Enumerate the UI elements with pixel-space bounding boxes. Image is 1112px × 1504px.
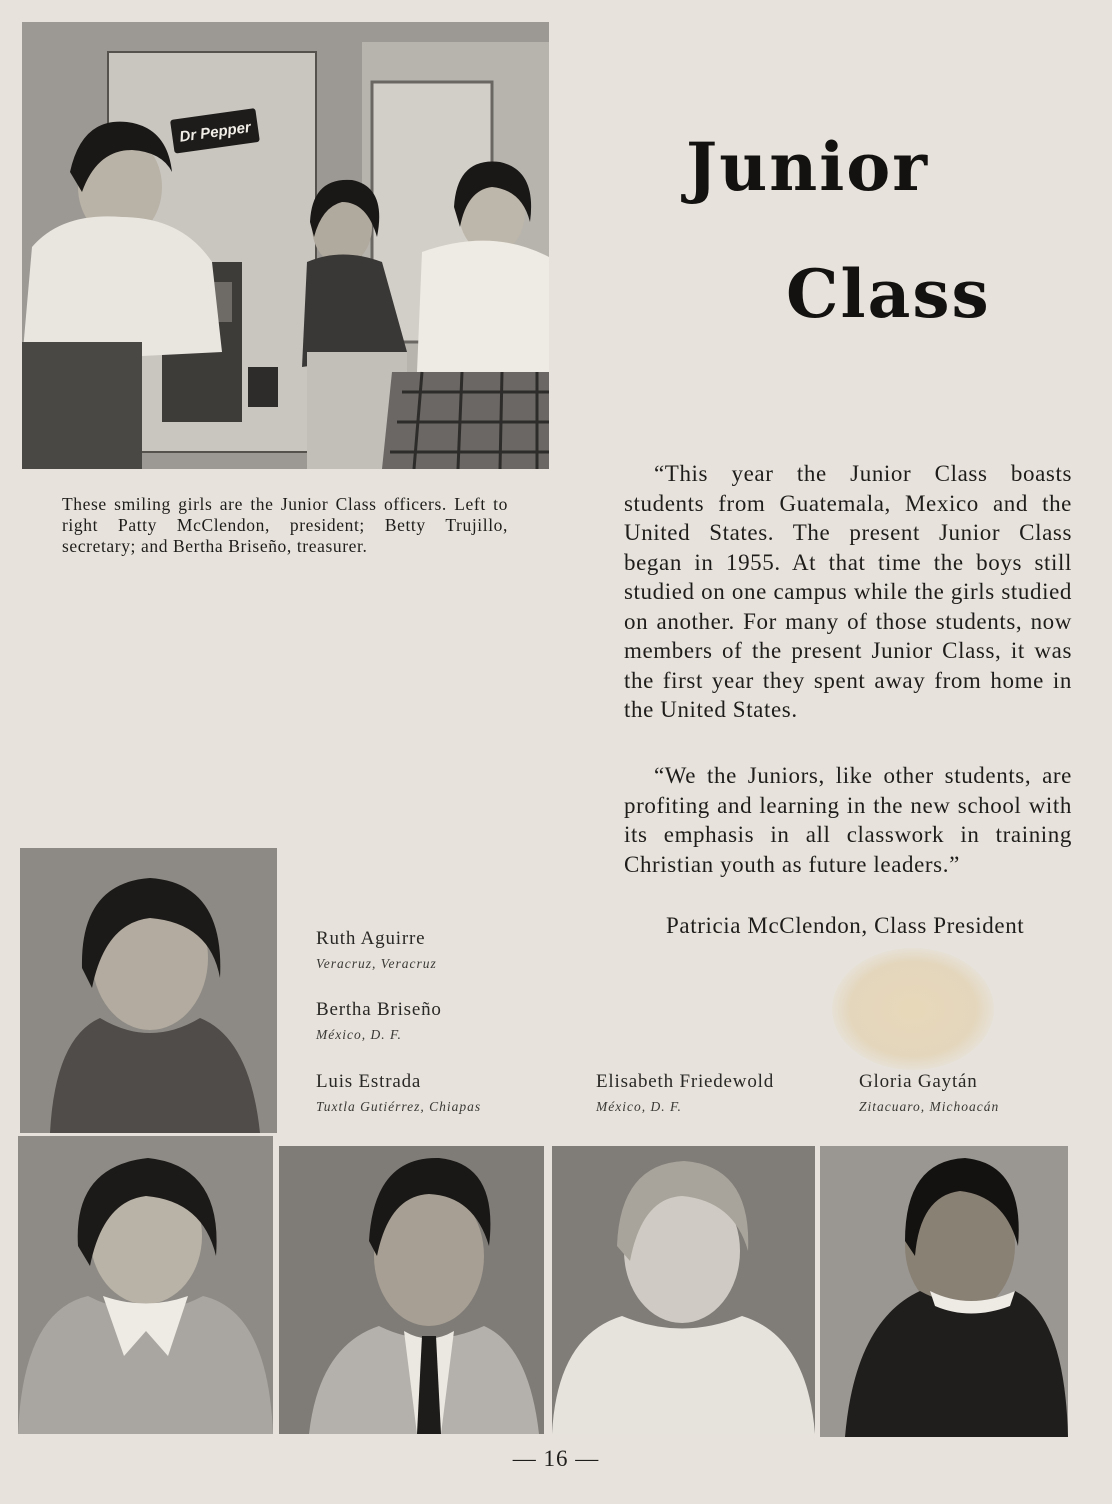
officers-photo-illustration (22, 22, 549, 469)
student-name-1: Ruth Aguirre (316, 928, 426, 949)
portrait-ruth-aguirre (20, 848, 277, 1133)
student-home-4: México, D. F. (596, 1099, 682, 1114)
article-paragraph-2: “We the Juniors, like other students, are profiting and learning in the new school with its emphasis in all classwork in training Christian youth as future leaders.” (624, 763, 1072, 877)
student-name-2: Bertha Briseño (316, 999, 442, 1020)
portrait-illustration (820, 1146, 1068, 1437)
portrait-elisabeth-friedewold (552, 1146, 815, 1434)
officers-photo-caption: These smiling girls are the Junior Class officers. Left to right Patty McClendon, president; Betty Trujillo, secretary; and Bertha Briseño, treasurer. (62, 494, 508, 556)
dr-pepper-sign: Dr Pepper (178, 118, 252, 146)
portrait-illustration (552, 1146, 815, 1434)
student-name-5: Gloria Gaytán (859, 1071, 978, 1092)
portrait-luis-estrada (279, 1146, 544, 1434)
page-number: — 16 — (512, 1446, 600, 1471)
student-name-4: Elisabeth Friedewold (596, 1071, 774, 1092)
paper-stain (832, 948, 994, 1070)
student-name-3: Luis Estrada (316, 1071, 422, 1092)
portrait-bertha-briseno (18, 1136, 273, 1434)
portrait-illustration (18, 1136, 273, 1434)
portrait-illustration (20, 848, 277, 1133)
student-home-3: Tuxtla Gutiérrez, Chiapas (316, 1099, 482, 1114)
officers-photo (22, 22, 549, 469)
page-title-class: Class (786, 255, 991, 333)
portrait-illustration (279, 1146, 544, 1434)
student-home-1: Veracruz, Veracruz (316, 956, 437, 971)
portrait-gloria-gaytan (820, 1146, 1068, 1437)
student-home-2: México, D. F. (316, 1027, 402, 1042)
article-signature: Patricia McClendon, Class President (666, 913, 1025, 938)
student-home-5: Zitacuaro, Michoacán (859, 1099, 1000, 1114)
article-paragraph-1: “This year the Junior Class boasts students from Guatemala, Mexico and the United States. The present Junior Class began in 1955. At that time the boys still studied on one campus while the girls studied on another. For many of those students, now members of the present Junior Class, it was the first year they spent away from home in the United States. (624, 461, 1072, 722)
page-title-junior: Junior (686, 128, 930, 206)
